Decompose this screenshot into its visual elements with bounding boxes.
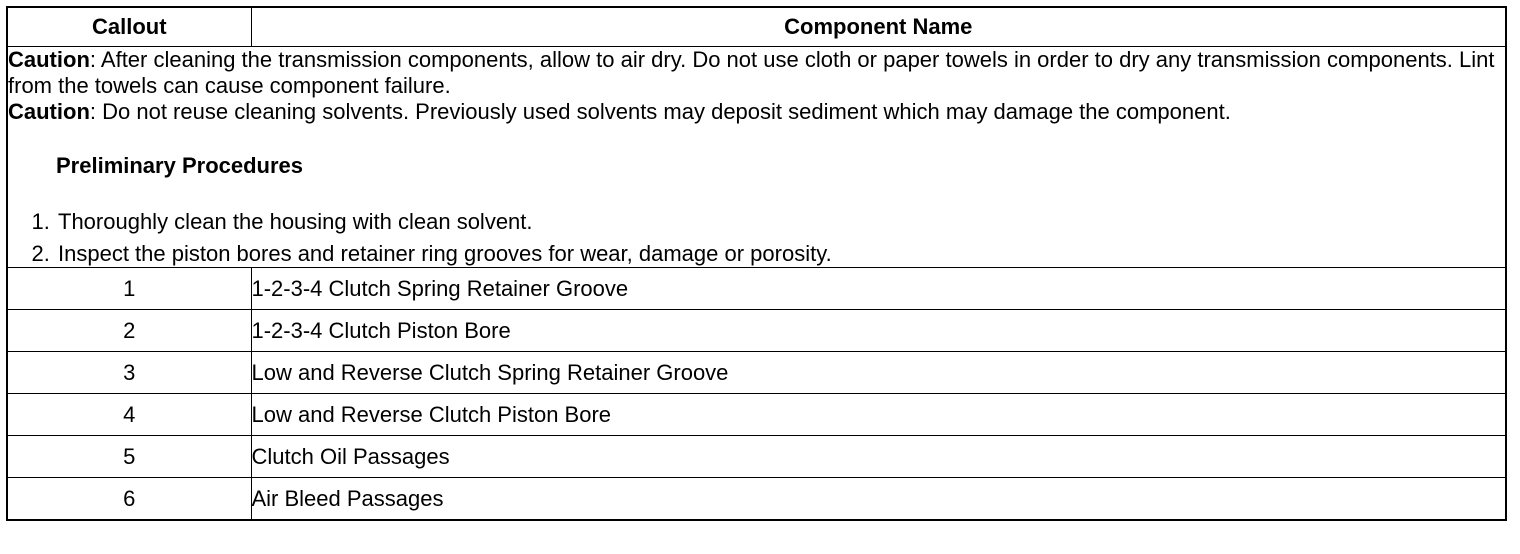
component-name-cell: Clutch Oil Passages [251,436,1505,478]
table-row [8,478,1505,520]
callout-cell: 4 [8,394,251,436]
callout-cell: 1 [8,268,251,310]
component-name-header: Component Name [251,8,1505,47]
component-name-cell: Low and Reverse Clutch Piston Bore [251,394,1505,436]
callout-cell: 6 [8,478,251,520]
procedure-step: 2. Inspect the piston bores and retainer ring grooves for wear, damage or porosity. [56,241,1505,267]
component-name-cell: Air Bleed Passages [251,478,1505,520]
component-table-frame [6,6,1507,521]
procedure-title: Preliminary Procedures [56,153,304,178]
caution-note [8,99,1505,125]
callout-cell: 5 [8,436,251,478]
callout-cell: 2 [8,310,251,352]
component-name-cell: 1-2-3-4 Clutch Piston Bore [251,310,1505,352]
table-row [8,352,1505,394]
notes-cell [8,47,1505,268]
notes-row [8,47,1505,268]
header-row [8,8,1505,47]
callout-cell: 3 [8,352,251,394]
component-table [8,8,1505,519]
caution-text: : Do not reuse cleaning solvents. Previously used solvents may deposit sediment which may damage the component. [89,99,1231,124]
caution-label: Caution [8,47,90,72]
table-row [8,310,1505,352]
procedure-step: 1. Thoroughly clean the housing with clean solvent. [56,209,1505,235]
table-row [8,394,1505,436]
table-row [8,268,1505,310]
component-name-cell: 1-2-3-4 Clutch Spring Retainer Groove [251,268,1505,310]
table-row [8,436,1505,478]
caution-label: Caution [8,99,90,124]
component-name-cell: Low and Reverse Clutch Spring Retainer Groove [251,352,1505,394]
procedure-steps [8,209,1505,267]
callout-header: Callout [8,8,251,47]
caution-text: : After cleaning the transmission components, allow to air dry. Do not use cloth or paper towels in order to dry any transmission components. Lint from the towels can cause component failure. [8,47,1495,98]
caution-note [8,47,1505,99]
